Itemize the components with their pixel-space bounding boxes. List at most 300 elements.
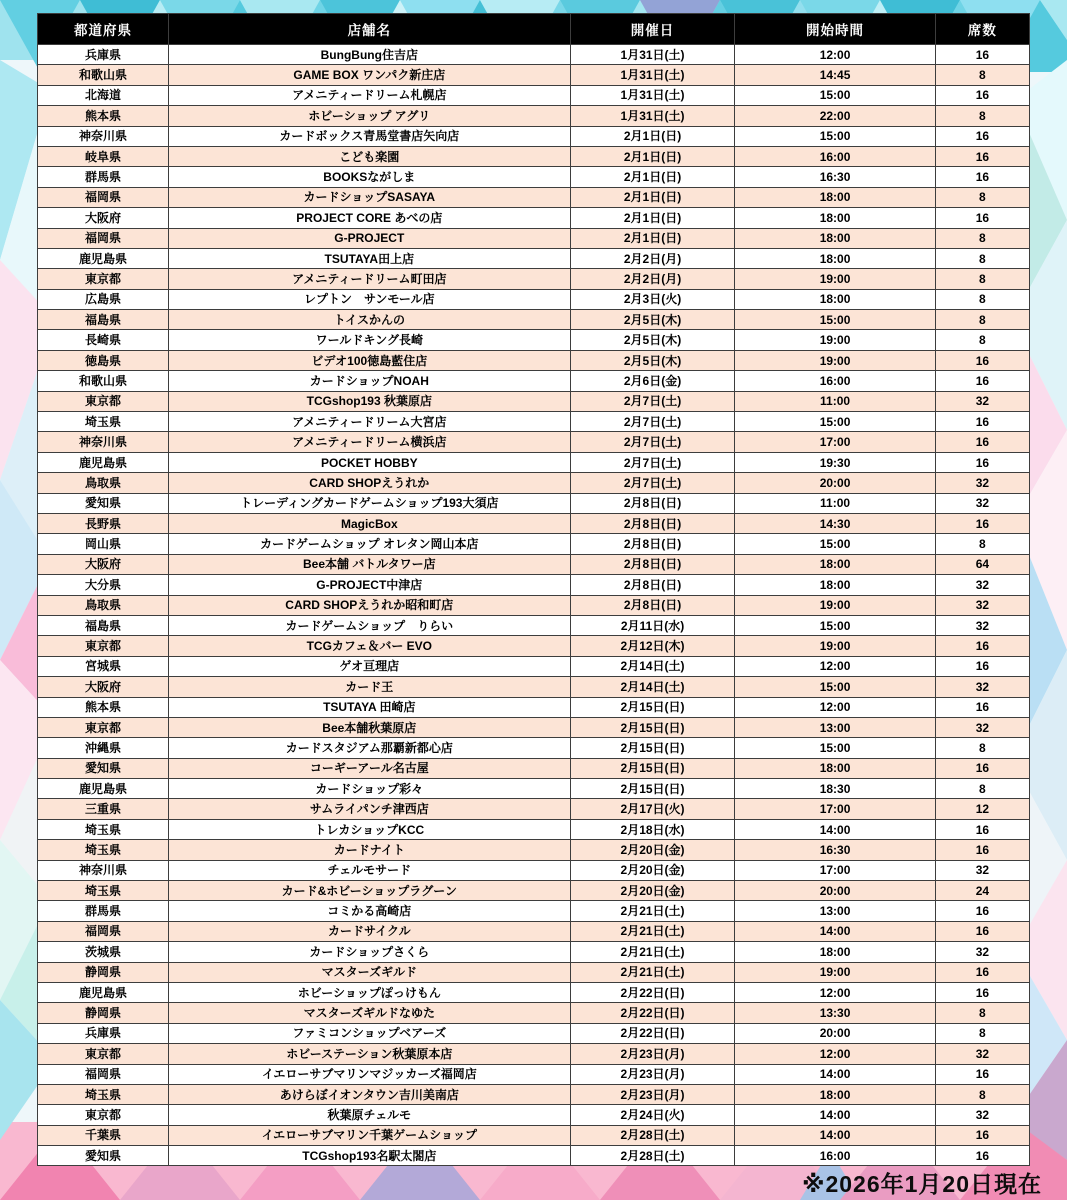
cell-start-time: 15:00: [735, 126, 935, 146]
cell-start-time: 13:00: [735, 717, 935, 737]
cell-start-time: 18:00: [735, 289, 935, 309]
cell-start-time: 13:30: [735, 1003, 935, 1023]
table-row: [38, 656, 1030, 676]
cell-start-time: 20:00: [735, 473, 935, 493]
cell-start-time: 12:00: [735, 656, 935, 676]
cell-start-time: 14:45: [735, 65, 935, 85]
cell-store-name: G-PROJECT: [168, 228, 570, 248]
cell-seats: 32: [935, 942, 1029, 962]
cell-start-time: 12:00: [735, 982, 935, 1002]
cell-store-name: TCGshop193名駅太閤店: [168, 1146, 570, 1166]
cell-seats: 16: [935, 901, 1029, 921]
cell-prefecture: 兵庫県: [38, 45, 169, 65]
cell-prefecture: 大阪府: [38, 208, 169, 228]
cell-seats: 8: [935, 310, 1029, 330]
cell-start-time: 15:00: [735, 412, 935, 432]
cell-start-time: 18:00: [735, 1084, 935, 1104]
table-row: [38, 493, 1030, 513]
table-row: [38, 982, 1030, 1002]
cell-store-name: CARD SHOPえうれか: [168, 473, 570, 493]
cell-seats: 8: [935, 779, 1029, 799]
cell-event-date: 2月21日(土): [570, 962, 735, 982]
column-header-event-date: 開催日: [570, 14, 735, 45]
table-row: [38, 1105, 1030, 1125]
cell-prefecture: 和歌山県: [38, 65, 169, 85]
cell-prefecture: 大阪府: [38, 677, 169, 697]
table-row: [38, 1064, 1030, 1084]
cell-prefecture: 東京都: [38, 1044, 169, 1064]
cell-seats: 16: [935, 45, 1029, 65]
cell-store-name: イエローサブマリンマジッカーズ福岡店: [168, 1064, 570, 1084]
cell-start-time: 19:00: [735, 595, 935, 615]
cell-store-name: G-PROJECT中津店: [168, 575, 570, 595]
cell-event-date: 2月7日(土): [570, 452, 735, 472]
cell-store-name: トイスかんの: [168, 310, 570, 330]
cell-store-name: ゲオ亘理店: [168, 656, 570, 676]
cell-seats: 32: [935, 391, 1029, 411]
cell-prefecture: 福岡県: [38, 1064, 169, 1084]
cell-seats: 16: [935, 1125, 1029, 1145]
cell-start-time: 15:00: [735, 534, 935, 554]
cell-prefecture: 広島県: [38, 289, 169, 309]
cell-store-name: マスターズギルドなゆた: [168, 1003, 570, 1023]
cell-prefecture: 東京都: [38, 1105, 169, 1125]
table-row: [38, 534, 1030, 554]
cell-store-name: カードショップさくら: [168, 942, 570, 962]
cell-store-name: ホビーショップ アグリ: [168, 106, 570, 126]
table-row: [38, 860, 1030, 880]
cell-store-name: TCGカフェ＆バー EVO: [168, 636, 570, 656]
cell-event-date: 2月23日(月): [570, 1084, 735, 1104]
cell-prefecture: 鳥取県: [38, 473, 169, 493]
cell-event-date: 2月1日(日): [570, 187, 735, 207]
cell-prefecture: 静岡県: [38, 1003, 169, 1023]
cell-start-time: 18:00: [735, 554, 935, 574]
cell-prefecture: 岐阜県: [38, 146, 169, 166]
table-row: [38, 330, 1030, 350]
cell-seats: 32: [935, 677, 1029, 697]
table-row: [38, 799, 1030, 819]
table-row: [38, 126, 1030, 146]
cell-event-date: 1月31日(土): [570, 106, 735, 126]
cell-start-time: 16:30: [735, 840, 935, 860]
cell-store-name: アメニティードリーム札幌店: [168, 85, 570, 105]
cell-start-time: 20:00: [735, 881, 935, 901]
cell-prefecture: 愛知県: [38, 758, 169, 778]
cell-prefecture: 東京都: [38, 636, 169, 656]
cell-event-date: 2月6日(金): [570, 371, 735, 391]
cell-prefecture: 埼玉県: [38, 1084, 169, 1104]
cell-event-date: 1月31日(土): [570, 85, 735, 105]
header-row: [38, 14, 1030, 45]
cell-store-name: BungBung住吉店: [168, 45, 570, 65]
table-row: [38, 65, 1030, 85]
cell-prefecture: 東京都: [38, 717, 169, 737]
cell-seats: 8: [935, 106, 1029, 126]
table-row: [38, 738, 1030, 758]
cell-seats: 16: [935, 412, 1029, 432]
table-row: [38, 575, 1030, 595]
cell-prefecture: 北海道: [38, 85, 169, 105]
cell-event-date: 2月8日(日): [570, 534, 735, 554]
cell-event-date: 2月18日(水): [570, 819, 735, 839]
cell-store-name: アメニティードリーム大宮店: [168, 412, 570, 432]
cell-seats: 32: [935, 575, 1029, 595]
table-row: [38, 412, 1030, 432]
table-row: [38, 146, 1030, 166]
cell-prefecture: 福岡県: [38, 187, 169, 207]
cell-seats: 16: [935, 962, 1029, 982]
cell-start-time: 19:00: [735, 636, 935, 656]
cell-seats: 16: [935, 1146, 1029, 1166]
cell-store-name: コミかる高崎店: [168, 901, 570, 921]
cell-prefecture: 鹿児島県: [38, 452, 169, 472]
cell-start-time: 14:30: [735, 513, 935, 533]
cell-event-date: 2月7日(土): [570, 391, 735, 411]
table-row: [38, 840, 1030, 860]
cell-prefecture: 神奈川県: [38, 432, 169, 452]
cell-seats: 16: [935, 513, 1029, 533]
table-row: [38, 962, 1030, 982]
cell-seats: 32: [935, 615, 1029, 635]
event-schedule-table: [37, 13, 1030, 1166]
cell-store-name: カードサイクル: [168, 921, 570, 941]
table-row: [38, 85, 1030, 105]
table-row: [38, 615, 1030, 635]
cell-prefecture: 三重県: [38, 799, 169, 819]
cell-event-date: 2月7日(土): [570, 473, 735, 493]
cell-start-time: 12:00: [735, 1044, 935, 1064]
cell-prefecture: 長崎県: [38, 330, 169, 350]
cell-store-name: カードショップSASAYA: [168, 187, 570, 207]
cell-prefecture: 福岡県: [38, 921, 169, 941]
cell-event-date: 2月7日(土): [570, 412, 735, 432]
cell-event-date: 2月14日(土): [570, 656, 735, 676]
cell-seats: 8: [935, 1084, 1029, 1104]
cell-event-date: 2月21日(土): [570, 921, 735, 941]
cell-event-date: 2月20日(金): [570, 840, 735, 860]
cell-prefecture: 静岡県: [38, 962, 169, 982]
cell-store-name: トレーディングカードゲームショップ193大須店: [168, 493, 570, 513]
cell-seats: 8: [935, 738, 1029, 758]
cell-event-date: 2月2日(月): [570, 248, 735, 268]
cell-start-time: 14:00: [735, 819, 935, 839]
table-row: [38, 310, 1030, 330]
table-row: [38, 881, 1030, 901]
cell-seats: 16: [935, 656, 1029, 676]
cell-event-date: 2月17日(火): [570, 799, 735, 819]
cell-event-date: 2月8日(日): [570, 513, 735, 533]
cell-start-time: 16:00: [735, 1146, 935, 1166]
table-rows: [38, 45, 1030, 1166]
cell-start-time: 12:00: [735, 45, 935, 65]
cell-seats: 64: [935, 554, 1029, 574]
cell-seats: 32: [935, 473, 1029, 493]
cell-store-name: カード&ホビーショップラグーン: [168, 881, 570, 901]
cell-store-name: サムライパンチ津西店: [168, 799, 570, 819]
cell-event-date: 2月14日(土): [570, 677, 735, 697]
cell-store-name: TSUTAYA田上店: [168, 248, 570, 268]
cell-start-time: 11:00: [735, 391, 935, 411]
cell-event-date: 2月1日(日): [570, 126, 735, 146]
cell-store-name: あけらぼイオンタウン吉川美南店: [168, 1084, 570, 1104]
cell-start-time: 19:00: [735, 350, 935, 370]
cell-store-name: こども楽園: [168, 146, 570, 166]
cell-store-name: POCKET HOBBY: [168, 452, 570, 472]
cell-start-time: 19:00: [735, 962, 935, 982]
cell-seats: 8: [935, 187, 1029, 207]
cell-event-date: 2月5日(木): [570, 330, 735, 350]
table-row: [38, 717, 1030, 737]
cell-seats: 32: [935, 1044, 1029, 1064]
cell-seats: 32: [935, 493, 1029, 513]
cell-store-name: 秋葉原チェルモ: [168, 1105, 570, 1125]
cell-store-name: カード王: [168, 677, 570, 697]
table-row: [38, 45, 1030, 65]
cell-event-date: 2月21日(土): [570, 942, 735, 962]
cell-prefecture: 大阪府: [38, 554, 169, 574]
cell-prefecture: 熊本県: [38, 106, 169, 126]
cell-event-date: 2月22日(日): [570, 1003, 735, 1023]
cell-start-time: 17:00: [735, 860, 935, 880]
table-row: [38, 1044, 1030, 1064]
cell-start-time: 17:00: [735, 799, 935, 819]
cell-prefecture: 兵庫県: [38, 1023, 169, 1043]
cell-seats: 8: [935, 289, 1029, 309]
cell-store-name: イエローサブマリン千葉ゲームショップ: [168, 1125, 570, 1145]
cell-seats: 16: [935, 146, 1029, 166]
cell-store-name: ホビーステーション秋葉原本店: [168, 1044, 570, 1064]
cell-seats: 16: [935, 982, 1029, 1002]
cell-prefecture: 埼玉県: [38, 412, 169, 432]
cell-store-name: カードショップ彩々: [168, 779, 570, 799]
table-row: [38, 473, 1030, 493]
cell-store-name: コーギーアール名古屋: [168, 758, 570, 778]
cell-seats: 16: [935, 840, 1029, 860]
table-row: [38, 208, 1030, 228]
cell-prefecture: 埼玉県: [38, 881, 169, 901]
cell-store-name: TCGshop193 秋葉原店: [168, 391, 570, 411]
table-row: [38, 371, 1030, 391]
cell-start-time: 15:00: [735, 677, 935, 697]
cell-event-date: 2月20日(金): [570, 881, 735, 901]
table-row: [38, 228, 1030, 248]
cell-store-name: カードゲームショップ りらい: [168, 615, 570, 635]
cell-event-date: 1月31日(土): [570, 65, 735, 85]
cell-start-time: 18:00: [735, 758, 935, 778]
cell-seats: 8: [935, 248, 1029, 268]
cell-seats: 16: [935, 126, 1029, 146]
table-row: [38, 758, 1030, 778]
cell-start-time: 20:00: [735, 1023, 935, 1043]
cell-seats: 16: [935, 167, 1029, 187]
cell-event-date: 2月5日(木): [570, 310, 735, 330]
cell-store-name: CARD SHOPえうれか昭和町店: [168, 595, 570, 615]
cell-start-time: 16:00: [735, 371, 935, 391]
cell-seats: 16: [935, 371, 1029, 391]
cell-prefecture: 宮城県: [38, 656, 169, 676]
table-row: [38, 350, 1030, 370]
table-row: [38, 819, 1030, 839]
cell-store-name: Bee本舗 バトルタワー店: [168, 554, 570, 574]
cell-prefecture: 徳島県: [38, 350, 169, 370]
cell-prefecture: 福島県: [38, 310, 169, 330]
cell-event-date: 2月15日(日): [570, 697, 735, 717]
cell-prefecture: 福島県: [38, 615, 169, 635]
cell-seats: 12: [935, 799, 1029, 819]
cell-seats: 16: [935, 452, 1029, 472]
as-of-date-note: ※2026年1月20日現在: [802, 1171, 1042, 1197]
cell-prefecture: 茨城県: [38, 942, 169, 962]
cell-event-date: 2月15日(日): [570, 758, 735, 778]
table-row: [38, 248, 1030, 268]
table-row: [38, 779, 1030, 799]
cell-prefecture: 鹿児島県: [38, 982, 169, 1002]
cell-event-date: 2月1日(日): [570, 167, 735, 187]
table-row: [38, 289, 1030, 309]
cell-start-time: 15:00: [735, 85, 935, 105]
cell-start-time: 16:00: [735, 146, 935, 166]
table-row: [38, 1125, 1030, 1145]
cell-seats: 16: [935, 432, 1029, 452]
cell-event-date: 2月8日(日): [570, 595, 735, 615]
cell-store-name: Bee本舗秋葉原店: [168, 717, 570, 737]
table-row: [38, 1023, 1030, 1043]
cell-store-name: ビデオ100徳島藍住店: [168, 350, 570, 370]
cell-event-date: 2月24日(火): [570, 1105, 735, 1125]
cell-event-date: 2月1日(日): [570, 208, 735, 228]
cell-start-time: 11:00: [735, 493, 935, 513]
cell-seats: 16: [935, 85, 1029, 105]
cell-start-time: 12:00: [735, 697, 935, 717]
cell-event-date: 2月11日(水): [570, 615, 735, 635]
cell-event-date: 2月3日(火): [570, 289, 735, 309]
cell-event-date: 2月28日(土): [570, 1146, 735, 1166]
cell-store-name: カードゲームショップ オレタン岡山本店: [168, 534, 570, 554]
cell-event-date: 2月5日(木): [570, 350, 735, 370]
cell-store-name: ワールドキング長崎: [168, 330, 570, 350]
cell-event-date: 2月28日(土): [570, 1125, 735, 1145]
cell-seats: 16: [935, 758, 1029, 778]
cell-seats: 8: [935, 534, 1029, 554]
cell-store-name: ホビーショップぽっけもん: [168, 982, 570, 1002]
cell-store-name: TSUTAYA 田崎店: [168, 697, 570, 717]
cell-start-time: 15:00: [735, 738, 935, 758]
cell-event-date: 2月20日(金): [570, 860, 735, 880]
cell-prefecture: 群馬県: [38, 901, 169, 921]
cell-start-time: 14:00: [735, 1064, 935, 1084]
column-header-store-name: 店舗名: [168, 14, 570, 45]
cell-start-time: 15:00: [735, 310, 935, 330]
cell-event-date: 2月8日(日): [570, 554, 735, 574]
column-header-start-time: 開始時間: [735, 14, 935, 45]
table-row: [38, 595, 1030, 615]
cell-prefecture: 福岡県: [38, 228, 169, 248]
cell-seats: 16: [935, 1064, 1029, 1084]
table-row: [38, 187, 1030, 207]
cell-start-time: 13:00: [735, 901, 935, 921]
cell-prefecture: 神奈川県: [38, 860, 169, 880]
cell-event-date: 2月1日(日): [570, 228, 735, 248]
cell-event-date: 2月7日(土): [570, 432, 735, 452]
cell-start-time: 18:00: [735, 187, 935, 207]
cell-start-time: 22:00: [735, 106, 935, 126]
cell-start-time: 14:00: [735, 1105, 935, 1125]
table-row: [38, 513, 1030, 533]
cell-seats: 16: [935, 350, 1029, 370]
cell-event-date: 2月1日(日): [570, 146, 735, 166]
cell-prefecture: 熊本県: [38, 697, 169, 717]
cell-store-name: アメニティードリーム横浜店: [168, 432, 570, 452]
cell-seats: 32: [935, 717, 1029, 737]
table-row: [38, 432, 1030, 452]
cell-store-name: チェルモサード: [168, 860, 570, 880]
cell-event-date: 2月22日(日): [570, 982, 735, 1002]
cell-prefecture: 長野県: [38, 513, 169, 533]
cell-start-time: 17:00: [735, 432, 935, 452]
cell-event-date: 2月23日(月): [570, 1044, 735, 1064]
cell-seats: 32: [935, 860, 1029, 880]
table-row: [38, 106, 1030, 126]
table-row: [38, 677, 1030, 697]
table-row: [38, 942, 1030, 962]
cell-prefecture: 神奈川県: [38, 126, 169, 146]
cell-start-time: 19:00: [735, 330, 935, 350]
cell-prefecture: 鳥取県: [38, 595, 169, 615]
cell-event-date: 2月15日(日): [570, 717, 735, 737]
cell-seats: 8: [935, 228, 1029, 248]
table-row: [38, 901, 1030, 921]
cell-start-time: 18:00: [735, 228, 935, 248]
cell-seats: 8: [935, 65, 1029, 85]
cell-start-time: 14:00: [735, 1125, 935, 1145]
cell-event-date: 2月15日(日): [570, 738, 735, 758]
cell-seats: 32: [935, 595, 1029, 615]
cell-start-time: 18:00: [735, 248, 935, 268]
cell-start-time: 19:30: [735, 452, 935, 472]
cell-event-date: 1月31日(土): [570, 45, 735, 65]
cell-seats: 8: [935, 1003, 1029, 1023]
cell-prefecture: 和歌山県: [38, 371, 169, 391]
cell-event-date: 2月22日(日): [570, 1023, 735, 1043]
cell-start-time: 18:00: [735, 942, 935, 962]
cell-prefecture: 大分県: [38, 575, 169, 595]
cell-prefecture: 東京都: [38, 269, 169, 289]
cell-store-name: カードショップNOAH: [168, 371, 570, 391]
cell-prefecture: 愛知県: [38, 1146, 169, 1166]
cell-event-date: 2月8日(日): [570, 493, 735, 513]
cell-seats: 8: [935, 330, 1029, 350]
cell-start-time: 16:30: [735, 167, 935, 187]
cell-prefecture: 東京都: [38, 391, 169, 411]
table-row: [38, 391, 1030, 411]
table-row: [38, 1146, 1030, 1166]
table-row: [38, 1003, 1030, 1023]
cell-prefecture: 鹿児島県: [38, 779, 169, 799]
cell-seats: 16: [935, 697, 1029, 717]
cell-prefecture: 岡山県: [38, 534, 169, 554]
table-row: [38, 269, 1030, 289]
table-row: [38, 697, 1030, 717]
cell-seats: 8: [935, 1023, 1029, 1043]
cell-start-time: 19:00: [735, 269, 935, 289]
cell-seats: 16: [935, 208, 1029, 228]
cell-event-date: 2月21日(土): [570, 901, 735, 921]
cell-event-date: 2月2日(月): [570, 269, 735, 289]
cell-store-name: BOOKSながしま: [168, 167, 570, 187]
cell-seats: 16: [935, 921, 1029, 941]
cell-seats: 16: [935, 819, 1029, 839]
